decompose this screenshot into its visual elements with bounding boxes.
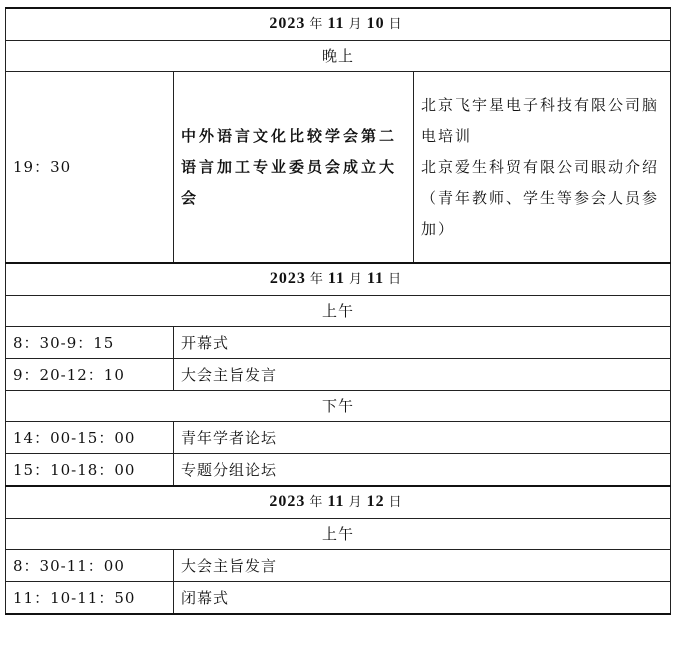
year-char: 年 xyxy=(309,17,324,32)
note-line: （青年教师、学生等参会人员参加） xyxy=(421,188,660,238)
date-year: 2023 xyxy=(269,493,306,510)
period-row xyxy=(6,391,671,422)
row-time: 15：10-18：00 xyxy=(6,454,174,487)
year-char: 年 xyxy=(309,272,324,287)
date-header xyxy=(6,486,671,519)
row-event: 开幕式 xyxy=(174,327,671,359)
day-char: 日 xyxy=(388,495,403,510)
schedule-row xyxy=(6,422,671,454)
month-char: 月 xyxy=(348,17,363,32)
period-label: 上午 xyxy=(6,519,671,550)
row-event: 大会主旨发言 xyxy=(174,359,671,391)
conference-schedule-table xyxy=(5,7,671,615)
date-header xyxy=(6,8,671,41)
date-month: 11 xyxy=(327,493,345,510)
date-day: 10 xyxy=(366,15,385,32)
date-year: 2023 xyxy=(269,270,306,287)
schedule-row xyxy=(6,582,671,615)
row-event: 大会主旨发言 xyxy=(174,550,671,582)
row-time: 8：30-9：15 xyxy=(6,327,174,359)
period-row xyxy=(6,41,671,72)
row-time: 8：30-11：00 xyxy=(6,550,174,582)
row-event: 专题分组论坛 xyxy=(174,454,671,487)
session-time: 19：30 xyxy=(6,72,174,264)
schedule-row xyxy=(6,327,671,359)
date-row xyxy=(6,8,671,41)
schedule-row xyxy=(6,454,671,487)
date-day: 11 xyxy=(367,270,385,287)
row-time: 9：20-12：10 xyxy=(6,359,174,391)
schedule-row xyxy=(6,359,671,391)
period-row xyxy=(6,296,671,327)
month-char: 月 xyxy=(349,272,364,287)
day-char: 日 xyxy=(388,17,403,32)
date-row xyxy=(6,486,671,519)
date-month: 11 xyxy=(327,15,345,32)
date-month: 11 xyxy=(327,270,345,287)
row-time: 11：10-11：50 xyxy=(6,582,174,615)
period-label: 晚上 xyxy=(6,41,671,72)
date-header xyxy=(6,263,671,296)
session-event: 中外语言文化比较学会第二语言加工专业委员会成立大会 xyxy=(174,72,414,264)
row-event: 青年学者论坛 xyxy=(174,422,671,454)
row-event: 闭幕式 xyxy=(174,582,671,615)
day-char: 日 xyxy=(388,272,403,287)
period-row xyxy=(6,519,671,550)
date-row xyxy=(6,263,671,296)
note-line: 北京爱生科贸有限公司眼动介绍 xyxy=(421,157,660,176)
month-char: 月 xyxy=(348,495,363,510)
date-day: 12 xyxy=(366,493,385,510)
note-line: 北京飞宇星电子科技有限公司脑电培训 xyxy=(421,95,660,145)
session-notes xyxy=(414,72,671,264)
date-year: 2023 xyxy=(269,15,306,32)
year-char: 年 xyxy=(309,495,324,510)
row-time: 14：00-15：00 xyxy=(6,422,174,454)
period-label: 上午 xyxy=(6,296,671,327)
schedule-row xyxy=(6,550,671,582)
period-label: 下午 xyxy=(6,391,671,422)
session-row xyxy=(6,72,671,264)
